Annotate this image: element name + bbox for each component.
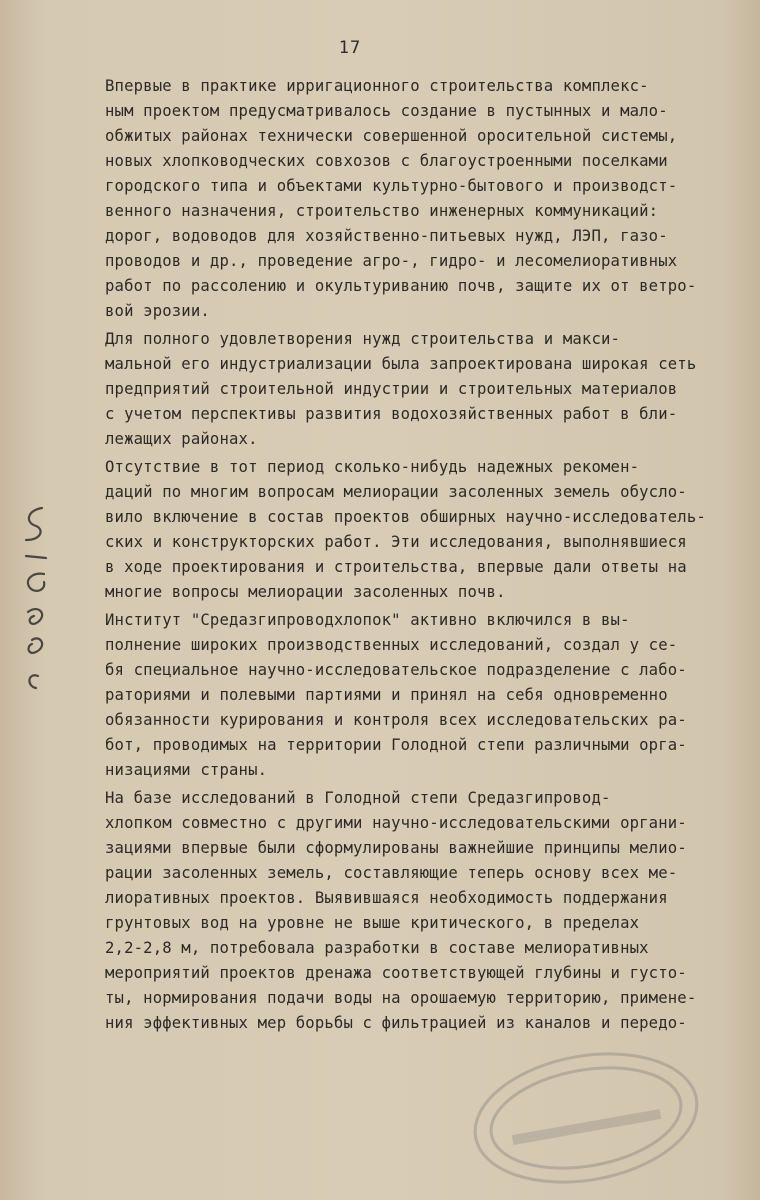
text-line: ния эффективных мер борьбы с фильтрацией из каналов и передо-: [105, 1014, 687, 1032]
page-number: 17: [338, 38, 362, 58]
text-line: 2,2-2,8 м, потребовала разработки в составе мелиоративных: [105, 939, 649, 957]
text-line: лежащих районах.: [105, 430, 258, 448]
text-line: Отсутствие в тот период сколько-нибудь надежных рекомен-: [105, 458, 640, 476]
text-line: раториями и полевыми партиями и принял на себя одновременно: [105, 686, 668, 704]
text-line: рации засоленных земель, составляющие теперь основу всех ме-: [105, 864, 678, 882]
text-line: обязанности курирования и контроля всех исследовательских ра-: [105, 711, 687, 729]
text-line: обжитых районах технически совершенной оросительной системы,: [105, 127, 678, 145]
text-line: предприятий строительной индустрии и строительных материалов: [105, 380, 678, 398]
text-line: Для полного удовлетворения нужд строительства и макси-: [105, 330, 621, 348]
text-line: проводов и др., проведение агро-, гидро- и лесомелиоративных: [105, 252, 678, 270]
text-line: низациями страны.: [105, 761, 268, 779]
text-line: грунтовых вод на уровне не выше критического, в пределах: [105, 914, 640, 932]
text-line: дорог, водоводов для хозяйственно-питьевых нужд, ЛЭП, газо-: [105, 227, 668, 245]
text-line: бя специальное научно-исследовательское подразделение с лабо-: [105, 661, 687, 679]
text-line: многие вопросы мелиорации засоленных почв.: [105, 583, 506, 601]
text-line: Впервые в практике ирригационного строительства комплекс-: [105, 77, 649, 95]
text-line: На базе исследований в Голодной степи Средазгипровод-: [105, 789, 611, 807]
text-line: хлопком совместно с другими научно-исследовательскими органи-: [105, 814, 687, 832]
text-line: с учетом перспективы развития водохозяйственных работ в бли-: [105, 405, 678, 423]
text-line: венного назначения, строительство инженерных коммуникаций:: [105, 202, 659, 220]
text-line: мероприятий проектов дренажа соответствующей глубины и густо-: [105, 964, 687, 982]
text-line: лиоративных проектов. Выявившаяся необходимость поддержания: [105, 889, 668, 907]
text-line: городского типа и объектами культурно-бытового и производст-: [105, 177, 678, 195]
text-line: полнение широких производственных исследований, создал у се-: [105, 636, 678, 654]
text-line: новых хлопководческих совхозов с благоустроенными поселками: [105, 152, 668, 170]
handwritten-margin-mark: [14, 500, 54, 700]
archive-stamp: [466, 1038, 706, 1188]
text-line: вило включение в состав проектов обширных научно-исследователь-: [105, 508, 706, 526]
text-line: работ по рассолению и окультуриванию почв, защите их от ветро-: [105, 277, 697, 295]
text-line: зациями впервые были сформулированы важнейшие принципы мелио-: [105, 839, 687, 857]
text-line: даций по многим вопросам мелиорации засоленных земель обусло-: [105, 483, 687, 501]
text-line: в ходе проектирования и строительства, впервые дали ответы на: [105, 558, 687, 576]
text-line: мальной его индустриализации была запроектирована широкая сеть: [105, 355, 697, 373]
text-line: Институт "Средазгипроводхлопок" активно включился в вы-: [105, 611, 630, 629]
text-line: бот, проводимых на территории Голодной степи различными орга-: [105, 736, 687, 754]
text-line: ным проектом предусматривалось создание в пустынных и мало-: [105, 102, 668, 120]
text-line: ты, нормирования подачи воды на орошаемую территорию, примене-: [105, 989, 697, 1007]
text-line: ских и конструкторских работ. Эти исследования, выполнявшиеся: [105, 533, 687, 551]
text-line: вой эрозии.: [105, 302, 210, 320]
